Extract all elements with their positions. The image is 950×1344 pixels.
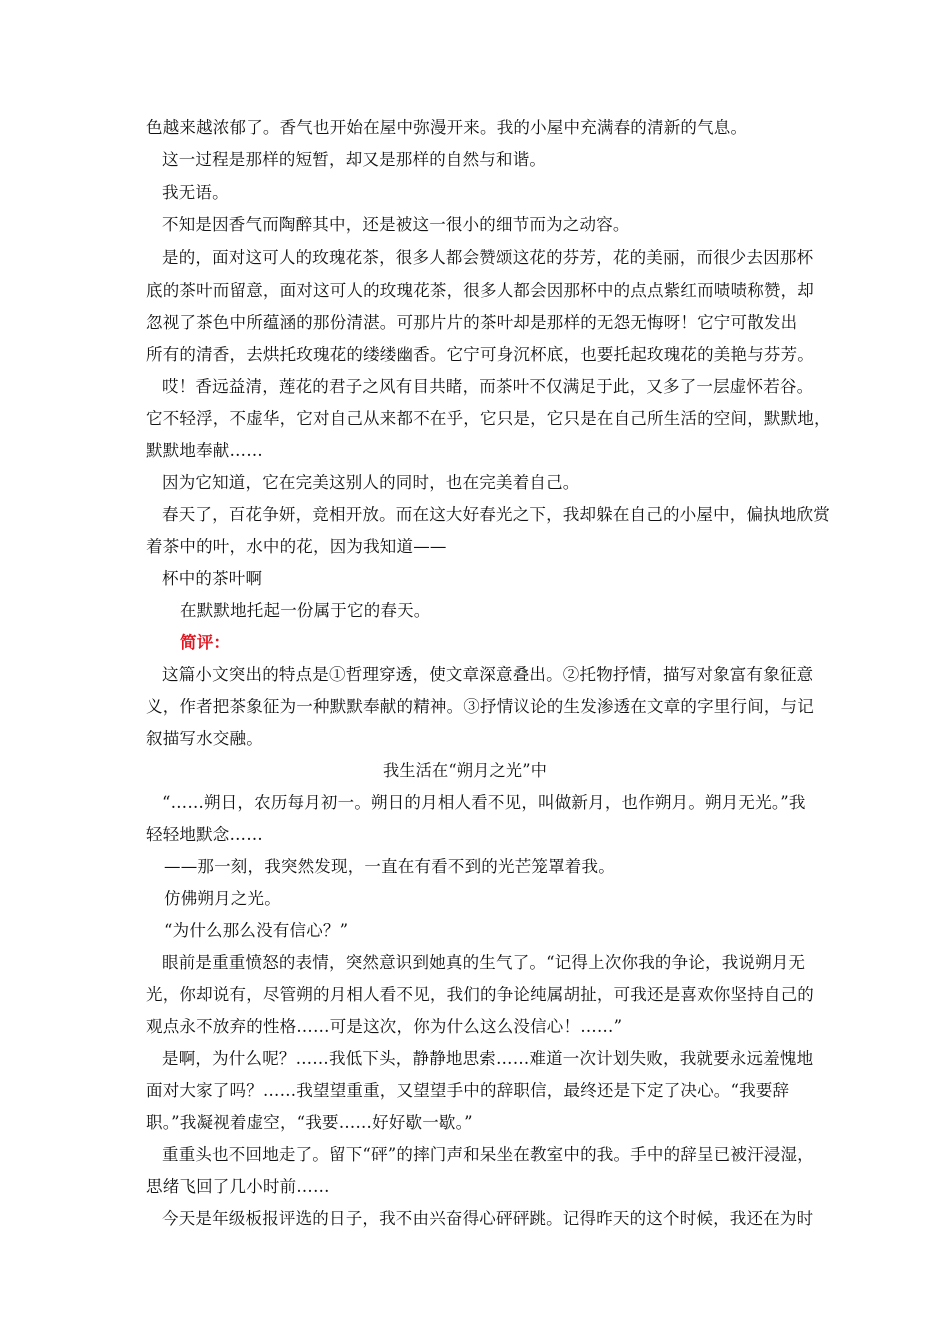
review-heading: 简评： [180, 633, 231, 652]
text-line: ——那一刻，我突然发现，一直在有看不到的光芒笼罩着我。 [164, 857, 615, 876]
text-line: 观点永不放弃的性格……可是这次，你为什么这么没信心！……” [146, 1017, 623, 1036]
text-line: 思绪飞回了几小时前…… [146, 1177, 330, 1196]
text-line: 轻轻地默念…… [146, 825, 263, 844]
text-line: “……朔日，农历每月初一。朔日的月相人看不见，叫做新月，也作朔月。朔月无光。”我 [162, 793, 806, 812]
text-line: 这一过程是那样的短暂，却又是那样的自然与和谐。 [162, 150, 547, 169]
text-line: 因为它知道，它在完美这别人的同时，也在完美着自己。 [162, 473, 580, 492]
text-line: 忽视了茶色中所蕴涵的那份清湛。可那片片的茶叶却是那样的无怨无悔呀！它宁可散发出 [146, 313, 798, 332]
text-line: 仿佛朔月之光。 [164, 889, 281, 908]
text-line: 是的，面对这可人的玫瑰花茶，很多人都会赞颂这花的芬芳，花的美丽，而很少去因那杯 [162, 248, 814, 267]
text-line: 叙描写水交融。 [146, 729, 263, 748]
text-line: 色越来越浓郁了。香气也开始在屋中弥漫开来。我的小屋中充满春的清新的气息。 [146, 118, 748, 137]
text-line: “为什么那么没有信心？” [164, 921, 349, 940]
text-line: 我无语。 [162, 183, 229, 202]
text-line: 哎！香远益清，莲花的君子之风有目共睹，而茶叶不仅满足于此，又多了一层虚怀若谷。 [162, 377, 814, 396]
text-line: 今天是年级板报评选的日子，我不由兴奋得心砰砰跳。记得昨天的这个时候，我还在为时 [162, 1209, 814, 1228]
text-line: 重重头也不回地走了。留下“砰”的摔门声和呆坐在教室中的我。手中的辞呈已被汗浸湿， [162, 1145, 814, 1164]
text-line: 不知是因香气而陶醉其中，还是被这一很小的细节而为之动容。 [162, 215, 630, 234]
essay-title: 我生活在“朔月之光”中 [382, 761, 548, 780]
text-line: 底的茶叶而留意，面对这可人的玫瑰花茶，很多人都会因那杯中的点点紫红而啧啧称赞，却 [146, 281, 814, 300]
text-line: 面对大家了吗？……我望望重重，又望望手中的辞职信，最终还是下定了决心。“我要辞 [146, 1081, 790, 1100]
text-line: 义，作者把茶象征为一种默默奉献的精神。③抒情议论的生发渗透在文章的字里行间，与记 [146, 697, 814, 716]
text-line: 光，你却说有，尽管朔的月相人看不见，我们的争论纯属胡扯，可我还是喜欢你坚持自己的 [146, 985, 814, 1004]
text-line: 所有的清香，去烘托玫瑰花的缕缕幽香。它宁可身沉杯底，也要托起玫瑰花的美艳与芬芳。 [146, 345, 814, 364]
text-line: 着茶中的叶，水中的花，因为我知道—— [146, 537, 447, 556]
text-line: 春天了，百花争妍，竞相开放。而在这大好春光之下，我却躲在自己的小屋中，偏执地欣赏 [162, 505, 830, 524]
text-line: 它不轻浮，不虚华，它对自己从来都不在乎，它只是，它只是在自己所生活的空间，默默地， [146, 409, 831, 428]
text-line: 杯中的茶叶啊 [162, 569, 263, 588]
text-line: 是啊，为什么呢？……我低下头，静静地思索……难道一次计划失败，我就要永远羞愧地 [162, 1049, 814, 1068]
text-line: 在默默地托起一份属于它的春天。 [180, 601, 431, 620]
text-line: 默默地奉献…… [146, 441, 263, 460]
text-line: 这篇小文突出的特点是①哲理穿透，使文章深意叠出。②托物抒情，描写对象富有象征意 [162, 665, 814, 684]
text-line: 职。”我凝视着虚空，“我要……好好歇一歇。” [146, 1113, 473, 1132]
text-line: 眼前是重重愤怒的表情，突然意识到她真的生气了。“记得上次你我的争论，我说朔月无 [162, 953, 806, 972]
